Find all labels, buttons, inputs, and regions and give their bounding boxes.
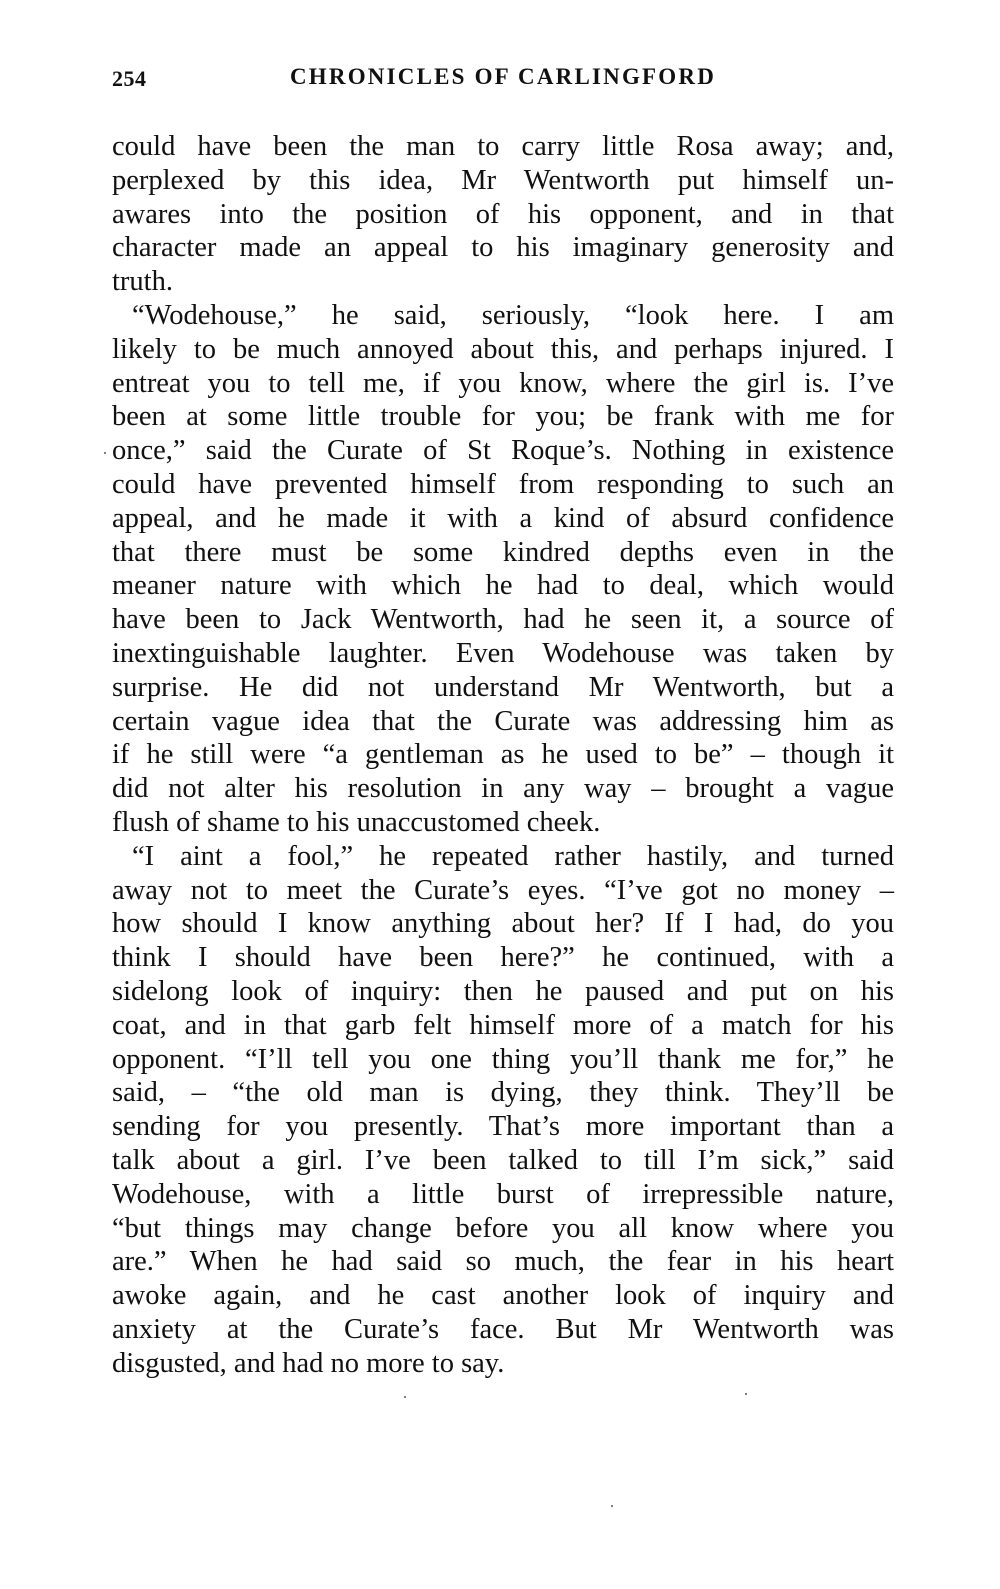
text-line: if he still were “a gentleman as he used to be” – though it [112, 739, 894, 771]
text-line: said, – “the old man is dying, they think. They’ll be [112, 1077, 894, 1109]
text-line: Wodehouse, with a little burst of irrepressible nature, [112, 1178, 894, 1210]
text-line: that there must be some kindred depths even in the [112, 536, 894, 568]
text-line: have been to Jack Wentworth, had he seen it, a source of [112, 604, 894, 636]
text-line: sidelong look of inquiry: then he paused and put on his [112, 975, 894, 1007]
text-line: “but things may change before you all know where you [112, 1212, 894, 1244]
print-speck [745, 1393, 747, 1395]
text-line: disgusted, and had no more to say. [112, 1347, 505, 1379]
text-line: opponent. “I’ll tell you one thing you’ll thank me for,” he [112, 1043, 894, 1075]
text-line: certain vague idea that the Curate was addressing him as [112, 705, 894, 737]
text-line: sending for you presently. That’s more important than a [112, 1111, 894, 1143]
text-line: did not alter his resolution in any way – brought a vague [112, 773, 894, 805]
text-line: “Wodehouse,” he said, seriously, “look here. I am [132, 299, 894, 331]
running-head [112, 62, 892, 102]
book-title: CHRONICLES OF CARLINGFORD [290, 64, 717, 89]
text-line: surprise. He did not understand Mr Wentworth, but a [112, 671, 894, 703]
text-line: inextinguishable laughter. Even Wodehouse was taken by [112, 637, 894, 669]
print-speck [104, 452, 106, 454]
print-speck [611, 1505, 613, 1507]
text-line: away not to meet the Curate’s eyes. “I’ve got no money – [112, 874, 894, 906]
page-number: 254 [112, 66, 147, 91]
text-line: think I should have been here?” he continued, with a [112, 942, 894, 974]
text-line: perplexed by this idea, Mr Wentworth put himself un- [112, 164, 894, 196]
text-line: entreat you to tell me, if you know, where the girl is. I’ve [112, 367, 894, 399]
text-line: been at some little trouble for you; be frank with me for [112, 401, 894, 433]
text-line: talk about a girl. I’ve been talked to till I’m sick,” said [112, 1144, 894, 1176]
text-line: anxiety at the Curate’s face. But Mr Wentworth was [112, 1313, 894, 1345]
text-line: once,” said the Curate of St Roque’s. Nothing in existence [112, 435, 894, 467]
text-line: likely to be much annoyed about this, and perhaps injured. I [112, 333, 894, 365]
text-line: “I aint a fool,” he repeated rather hastily, and turned [132, 840, 894, 872]
text-line: could have prevented himself from responding to such an [112, 468, 894, 500]
text-line: meaner nature with which he had to deal, which would [112, 570, 894, 602]
text-line: awoke again, and he cast another look of inquiry and [112, 1280, 894, 1312]
text-line: are.” When he had said so much, the fear in his heart [112, 1246, 894, 1278]
text-line: coat, and in that garb felt himself more of a match for his [112, 1009, 894, 1041]
body-text [112, 130, 894, 1380]
text-line: could have been the man to carry little Rosa away; and, [112, 131, 894, 162]
text-line: flush of shame to his unaccustomed cheek. [112, 806, 601, 838]
text-line: how should I know anything about her? If I had, do you [112, 908, 894, 940]
text-line: awares into the position of his opponent, and in that [112, 198, 894, 230]
print-speck [404, 1396, 406, 1398]
text-line: truth. [112, 266, 173, 298]
text-line: appeal, and he made it with a kind of absurd confidence [112, 502, 894, 534]
text-line: character made an appeal to his imaginary generosity and [112, 232, 894, 264]
